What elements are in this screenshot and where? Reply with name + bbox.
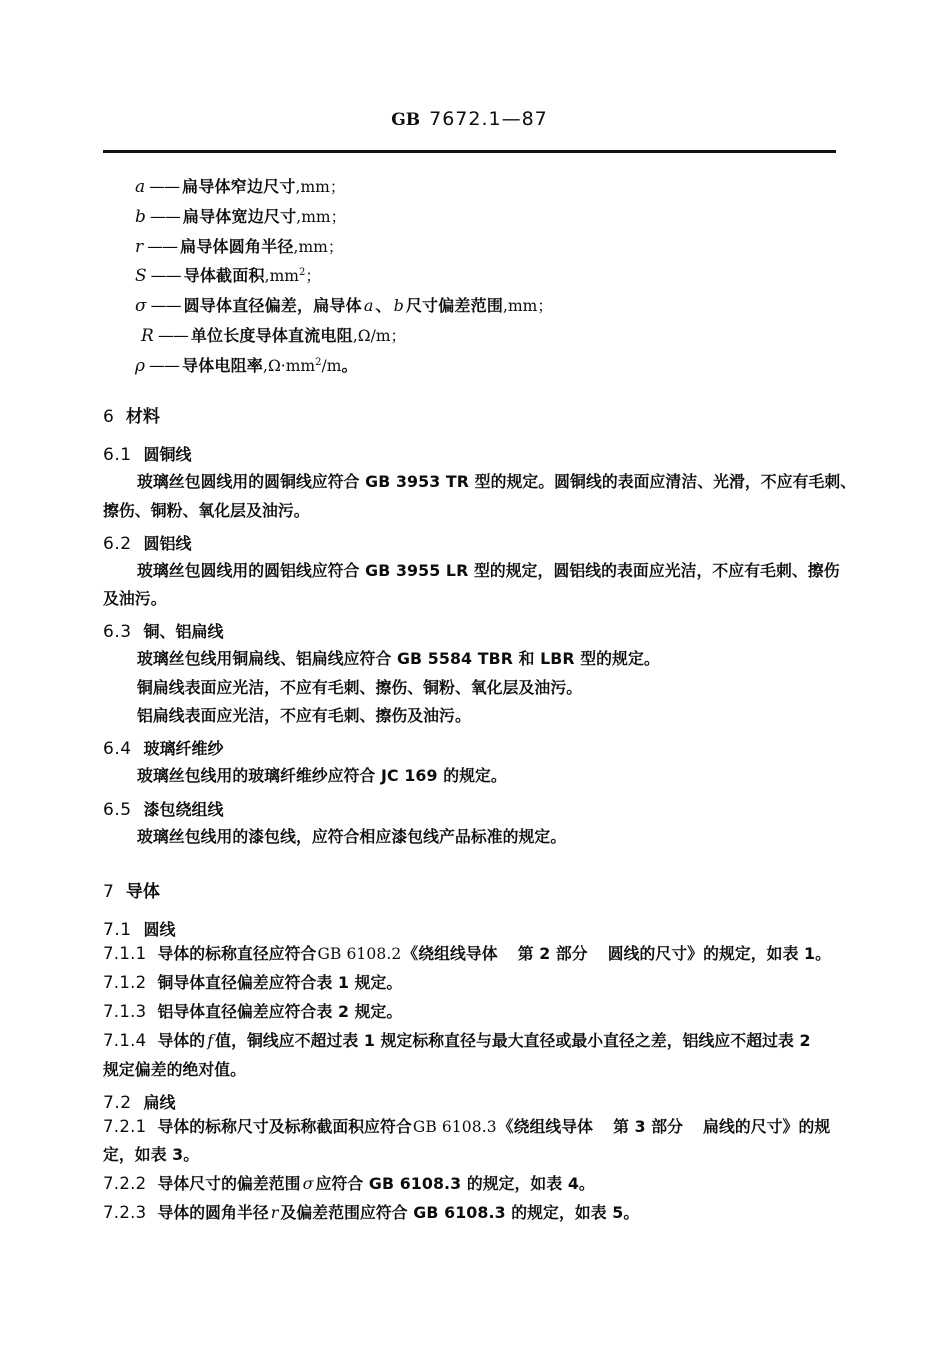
clause-text-b: 值，铜线应不超过表 1 规定标称直径与最大直径或最小直径之差，铝线应不超过表 2 [215,1031,811,1050]
symbol-unit: ,mm [503,297,538,315]
symbol-definition-a [135,174,345,197]
paragraph-line: 及油污。 [103,589,167,608]
clause-text-a: 导体的 [157,1031,206,1050]
italic-symbol-sigma: σ [302,1174,314,1193]
em-dash: —— [147,237,178,256]
clause-7-1-4-cont [103,1062,836,1078]
symbol-terminator: ； [329,178,346,196]
clause-quote-open: 《绕组线导体 [402,944,498,963]
subsection-title: 圆铝线 [143,534,192,553]
section-title: 导体 [125,882,160,902]
clause-7-2-1 [103,1119,836,1136]
subsection-number: 6.1 [103,445,132,465]
em-dash: —— [150,296,181,315]
clause-part-title: 扁线的尺寸》 [703,1117,799,1136]
symbol-unit: $,mm^2$ [264,266,306,285]
paragraph-6-1-cont [103,503,836,519]
symbol-unit: ,mm [293,238,328,256]
clause-number: 7.1.4 [103,1031,147,1050]
clause-7-2-2 [103,1176,836,1193]
clause-text-a: 导体的标称尺寸及标称截面积应符合 [157,1117,412,1136]
clause-7-1-2 [103,975,836,992]
clause-line [103,1004,836,1021]
paragraph-line: 玻璃丝包圆线用的圆铝线应符合 GB 3955 LR 型的规定，圆铝线的表面应光洁，不应有毛刺、擦伤 [137,561,840,580]
em-dash: —— [149,207,180,226]
clause-7-2-1-cont [103,1147,836,1163]
subsection-heading-6-3 [103,619,224,642]
subsection-number: 7.2 [103,1093,132,1113]
symbol-glyph: a [135,177,146,197]
clause-line: 规定偏差的绝对值。 [103,1060,247,1079]
clause-line [103,946,836,963]
italic-symbol-r: r [270,1203,279,1222]
em-dash: —— [149,177,180,196]
clause-text-b: 及偏差范围应符合 GB 6108.3 的规定，如表 5。 [280,1203,640,1222]
symbol-description: 扁导体圆角半径 [180,237,294,256]
symbol-description: 导体电阻率 [182,356,264,375]
clause-number: 7.2.2 [103,1174,147,1193]
section-heading-6 [103,402,160,427]
clause-line [103,1033,836,1050]
symbol-description: 扁导体窄边尺寸 [182,177,296,196]
paragraph-line: 铝扁线表面应光洁，不应有毛刺、擦伤及油污。 [137,706,471,725]
standard-prefix: GB [391,110,421,130]
clause-quote-open: 《绕组线导体 [497,1117,594,1136]
clause-7-1-1 [103,946,836,963]
clause-number: 7.2.1 [103,1117,147,1136]
clause-part: 第 2 部分 [517,944,588,963]
inline-symbol-b: b [393,296,404,315]
symbol-definition-r [135,234,343,257]
subsection-heading-7-2 [103,1090,176,1113]
clause-7-2-3 [103,1205,836,1222]
em-dash: —— [150,266,181,285]
subsection-title: 圆铜线 [143,445,192,464]
inline-symbol-a: a [363,296,374,315]
section-title: 材料 [125,407,160,427]
clause-line: 定，如表 3。 [103,1145,200,1164]
page-header [103,108,836,130]
symbol-description: 圆导体直径偏差，扁导体 [183,296,362,315]
paragraph-6-3-a [103,651,836,667]
clause-text-b: 的规定，如表 1。 [703,944,832,963]
symbol-description: 扁导体宽边尺寸 [182,207,297,226]
paragraph-6-1 [103,472,857,491]
standard-reference: GB 6108.2 [317,945,402,963]
symbol-terminator: ； [327,238,344,256]
subsection-title: 玻璃纤维纱 [143,739,224,758]
symbol-terminator: ； [305,267,321,285]
clause-number: 7.2.3 [103,1203,147,1222]
clause-line [103,975,836,992]
header-rule [103,150,836,153]
em-dash: —— [149,356,179,375]
symbol-definition-rho [135,353,358,376]
subsection-number: 7.1 [103,920,132,940]
clause-number: 7.1.2 [103,973,147,992]
symbol-description-2: 尺寸偏差范围 [405,296,504,315]
clause-7-1-3 [103,1004,836,1021]
standard-number: 7672.1—87 [429,108,548,130]
symbol-description: 单位长度导体直流电阻 [190,326,353,345]
subsection-heading-6-1 [103,442,192,465]
clause-line [103,1119,836,1136]
inline-separator: 、 [375,296,392,315]
symbol-terminator: ； [330,208,347,226]
clause-line [103,1176,836,1193]
paragraph-line: 擦伤、铜粉、氧化层及油污。 [103,501,310,520]
symbol-definition-R [141,323,406,346]
clause-7-1-4 [103,1033,836,1050]
symbol-unit: ,mm [296,208,331,226]
section-heading-7 [103,877,160,902]
section-number: 7 [103,882,114,902]
symbol-glyph: R [141,326,154,346]
italic-symbol-f: f [207,1031,214,1050]
symbol-terminator: ； [537,297,553,315]
symbol-glyph: r [135,237,144,257]
symbol-terminator: ； [390,327,407,345]
subsection-number: 6.2 [103,534,132,554]
symbol-definition-S [135,263,321,286]
symbol-terminator: 。 [341,356,358,375]
subsection-title: 铜、铝扁线 [143,622,224,641]
clause-text-b: 应符合 GB 6108.3 的规定，如表 4。 [315,1174,595,1193]
symbol-unit: ,Ω/m [352,327,391,345]
subsection-title: 扁线 [143,1093,176,1112]
subsection-title: 圆线 [143,920,176,939]
symbol-unit: ,mm [295,178,330,196]
clause-text: 铜导体直径偏差应符合表 1 规定。 [157,973,403,992]
symbol-description: 导体截面积 [183,266,265,285]
section-number: 6 [103,407,114,427]
clause-number: 7.1.3 [103,1002,147,1021]
paragraph-6-5 [103,829,836,845]
symbol-glyph: ρ [135,356,145,376]
clause-part-title: 圆线的尺寸》 [607,944,704,963]
subsection-title: 漆包绕组线 [143,800,224,819]
symbol-glyph: b [135,207,146,227]
symbol-glyph: S [135,266,147,286]
paragraph-6-3-b [103,680,836,696]
paragraph-6-2-cont [103,591,836,607]
symbol-definition-sigma [135,293,553,316]
paragraph-line: 玻璃丝包线用的玻璃纤维纱应符合 JC 169 的规定。 [137,766,507,785]
standard-reference: GB 6108.3 [412,1118,497,1136]
subsection-heading-6-4 [103,736,224,759]
subsection-number: 6.3 [103,622,132,642]
clause-text-b: 的规 [798,1117,831,1136]
subsection-heading-6-5 [103,797,224,820]
paragraph-6-3-c [103,708,836,724]
subsection-number: 6.4 [103,739,132,759]
symbol-definition-b [135,204,346,227]
clause-text-a: 导体的标称直径应符合 [157,944,317,963]
subsection-heading-7-1 [103,917,176,940]
symbol-unit: $,\Omega\cdot mm^2/m$ [263,356,342,375]
clause-text-a: 导体尺寸的偏差范围 [157,1174,301,1193]
paragraph-line: 铜扁线表面应光洁，不应有毛刺、擦伤、铜粉、氧化层及油污。 [137,678,583,697]
paragraph-line: 玻璃丝包圆线用的圆铜线应符合 GB 3953 TR 型的规定。圆铜线的表面应清洁、光滑，不应有毛刺、 [137,472,857,491]
paragraph-6-4 [103,768,836,784]
subsection-heading-6-2 [103,531,192,554]
em-dash: —— [157,326,188,345]
paragraph-line: 玻璃丝包线用铜扁线、铝扁线应符合 GB 5584 TBR 和 LBR 型的规定。 [137,649,660,668]
subsection-number: 6.5 [103,800,132,820]
clause-text: 铝导体直径偏差应符合表 2 规定。 [157,1002,403,1021]
clause-part: 第 3 部分 [613,1117,684,1136]
symbol-glyph: σ [135,296,147,316]
paragraph-line: 玻璃丝包线用的漆包线，应符合相应漆包线产品标准的规定。 [137,827,567,846]
clause-line [103,1205,836,1222]
clause-text-a: 导体的圆角半径 [157,1203,269,1222]
clause-number: 7.1.1 [103,944,147,963]
paragraph-6-2 [103,561,840,580]
